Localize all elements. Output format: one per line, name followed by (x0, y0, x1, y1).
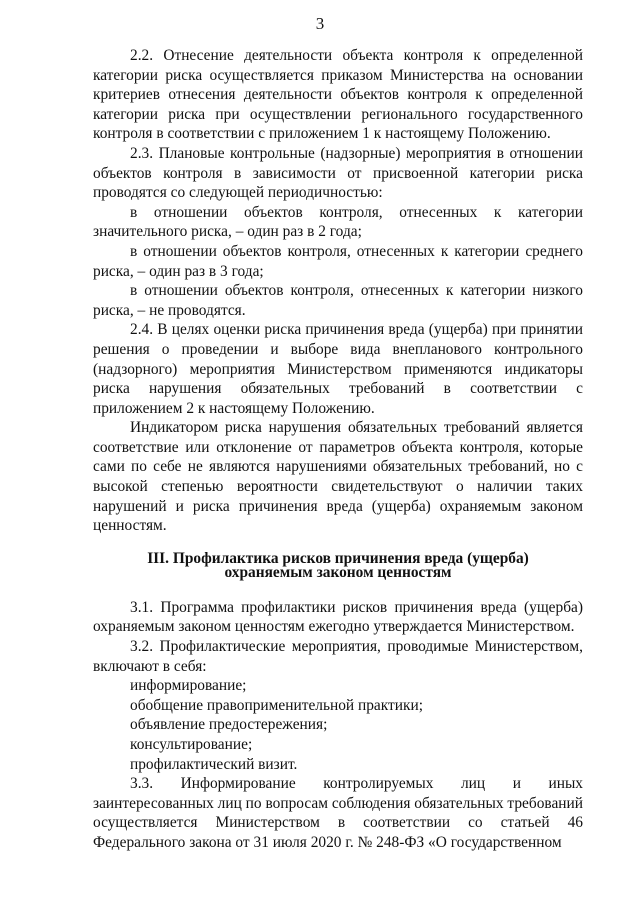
list-item-informing: информирование; (130, 677, 247, 695)
paragraph-risk-low: в отношении объектов контроля, отнесенных к категории низкого риска, – не проводятся. (93, 282, 583, 319)
list-item-consulting: консультирование; (130, 736, 253, 753)
paragraph-2-2: 2.2. Отнесение деятельности объекта контроля к определенной категории риска осуществляется приказом Министерства на основании критериев отнесения деятельности объектов контроля к определенной категории риска при осуществлении регионального государственного контроля в соответствии с приложением 1 к настоящему Положению. (93, 47, 583, 143)
list-item-practice-generalization: обобщение правоприменительной практики; (130, 696, 423, 714)
section-heading (93, 549, 583, 581)
list-item-preventive-visit: профилактический визит. (130, 755, 298, 773)
paragraph-3-2: 3.2. Профилактические мероприятия, проводимые Министерством, включают в себя: (93, 638, 583, 675)
page-number: 3 (315, 14, 325, 33)
paragraph-2-4: 2.4. В целях оценки риска причинения вреда (ущерба) при принятии решения о проведении и выборе вида внепланового контрольного (надзорного) мероприятия Министерством применяются индикаторы риска нарушения обязательных требований в соответствии с приложением 2 к настоящему Положению. (93, 321, 583, 417)
paragraph-3-3: 3.3. Информирование контролируемых лиц и иных заинтересованных лиц по вопросам соблюдения обязательных требований осуществляется Министерством в соответствии со статьей 46 Федерального закона от 31 июля 2020 г. № 248-ФЗ «О государственном (93, 775, 583, 851)
paragraph-risk-indicator: Индикатором риска нарушения обязательных требований является соответствие или отклонение от параметров объекта контроля, которые сами по себе не являются нарушениями обязательных требований, но с высокой степенью вероятности свидетельствуют о наличии таких нарушений и риска причинения вреда (ущерба) охраняемым законом ценностям. (93, 419, 583, 535)
paragraph-2-3: 2.3. Плановые контрольные (надзорные) мероприятия в отношении объектов контроля в зависимости от присвоенной категории риска проводятся со следующей периодичностью: (93, 144, 583, 202)
section-heading-line-1: III. Профилактика рисков причинения вреда (ущерба) (147, 549, 529, 567)
paragraph-risk-medium: в отношении объектов контроля, отнесенных к категории среднего риска, – один раз в 3 года; (93, 242, 583, 280)
list-item-warning: объявление предостережения; (130, 716, 328, 734)
paragraph-risk-significant: в отношении объектов контроля, отнесенных к категории значительного риска, – один раз в 2 года; (93, 203, 583, 241)
paragraph-3-1: 3.1. Программа профилактики рисков причинения вреда (ущерба) охраняемым законом ценностям ежегодно утверждается Министерством. (93, 598, 583, 636)
section-heading-line-2: охраняемым законом ценностям (224, 563, 452, 581)
document-body (93, 46, 583, 853)
